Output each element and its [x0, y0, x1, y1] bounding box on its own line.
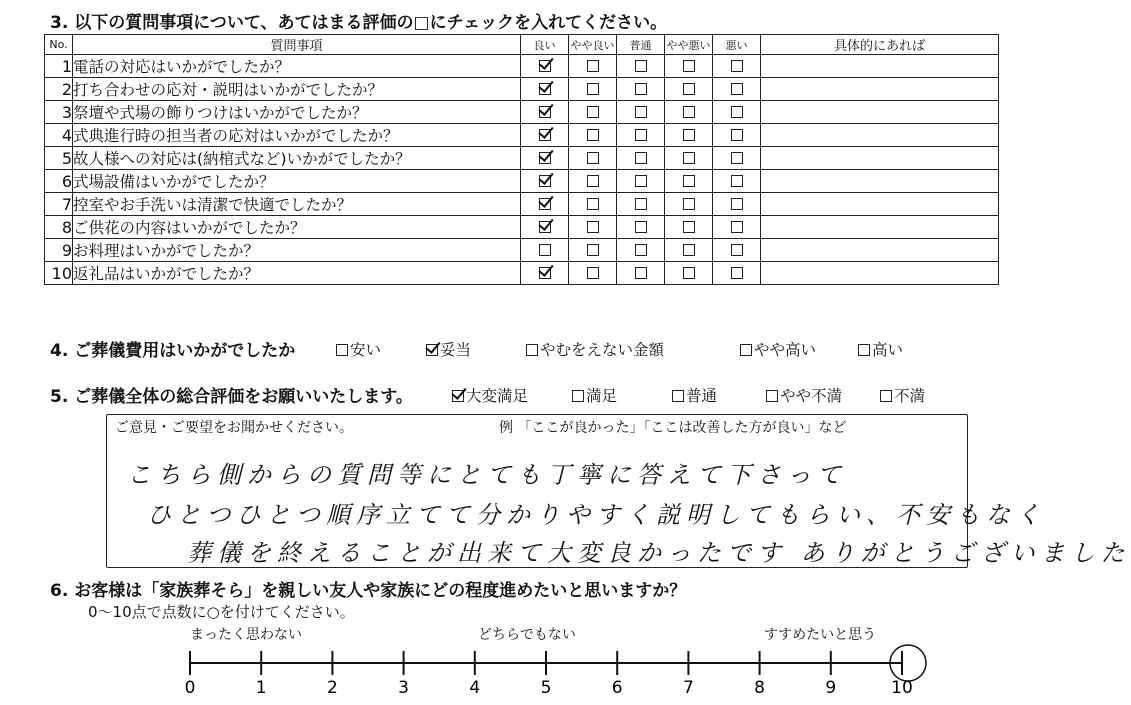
- question-number: 7: [45, 193, 73, 216]
- handwritten-line: 葬儀を終えることが出来て大変良かったです ありがとうございました: [187, 539, 1131, 567]
- section3-title: 3. 以下の質問事項について、あてはまる評価の□にチェックを入れてください。: [50, 13, 668, 33]
- rating-checkbox[interactable]: [635, 267, 647, 279]
- option-label: 満足: [586, 387, 618, 405]
- section5-title: 5. ご葬儀全体の総合評価をお願いいたします。: [50, 387, 413, 407]
- question-number: 1: [45, 55, 73, 78]
- scale-tick-label[interactable]: 2: [326, 678, 338, 698]
- rating-checkbox[interactable]: [635, 106, 647, 118]
- rating-checkbox[interactable]: [731, 244, 743, 256]
- scale-tick-label[interactable]: 3: [398, 678, 410, 698]
- option-checkbox[interactable]: [426, 344, 438, 356]
- question-number: 2: [45, 78, 73, 101]
- section4-title: 4. ご葬儀費用はいかがでしたか: [50, 341, 296, 361]
- option-label: やむをえない金額: [540, 341, 665, 359]
- recommend-scale: [0, 620, 1024, 705]
- option-label: やや高い: [754, 341, 817, 359]
- table-row: [45, 147, 999, 170]
- question-number: 8: [45, 216, 73, 239]
- question-text: ご供花の内容はいかがでしたか？: [73, 216, 521, 239]
- rating-checkbox[interactable]: [731, 221, 743, 233]
- question-text: 打ち合わせの応対・説明はいかがでしたか？: [73, 78, 521, 101]
- scale-tick-label[interactable]: 6: [611, 678, 623, 698]
- question-text: 式場設備はいかがでしたか？: [73, 170, 521, 193]
- option-checkbox[interactable]: [526, 344, 538, 356]
- question-text: 電話の対応はいかがでしたか？: [73, 55, 521, 78]
- scale-line: [0, 620, 1024, 705]
- scale-label-high: すすめたいと思う: [764, 627, 877, 643]
- section4-option[interactable]: [526, 338, 664, 360]
- option-checkbox[interactable]: [880, 390, 892, 402]
- rating-checkbox[interactable]: [635, 221, 647, 233]
- question-number: 6: [45, 170, 73, 193]
- question-text: 控室やお手洗いは清潔で快適でしたか？: [73, 193, 521, 216]
- rating-checkbox[interactable]: [539, 129, 551, 141]
- option-checkbox[interactable]: [672, 390, 684, 402]
- question-number: 5: [45, 147, 73, 170]
- option-checkbox[interactable]: [336, 344, 348, 356]
- section5-option[interactable]: [880, 384, 925, 406]
- rating-checkbox[interactable]: [539, 60, 551, 72]
- header-no: No.: [45, 35, 73, 55]
- rating-checkbox[interactable]: [683, 244, 695, 256]
- option-label: 普通: [686, 387, 718, 405]
- section5-option[interactable]: [766, 384, 842, 406]
- rating-checkbox[interactable]: [683, 60, 695, 72]
- scale-tick-label[interactable]: 8: [754, 678, 766, 698]
- rating-checkbox[interactable]: [539, 198, 551, 210]
- rating-checkbox[interactable]: [587, 175, 599, 187]
- table-row: [45, 55, 999, 78]
- question-text: お料理はいかがでしたか？: [73, 239, 521, 262]
- rating-checkbox[interactable]: [683, 83, 695, 95]
- rating-checkbox[interactable]: [587, 198, 599, 210]
- section4-option[interactable]: [740, 338, 816, 360]
- header-good: 良い: [521, 35, 569, 55]
- rating-checkbox[interactable]: [587, 152, 599, 164]
- rating-checkbox[interactable]: [635, 152, 647, 164]
- rating-checkbox[interactable]: [635, 60, 647, 72]
- comments-box: [106, 414, 1131, 568]
- rating-checkbox[interactable]: [539, 175, 551, 187]
- section4-option[interactable]: [858, 338, 903, 360]
- rating-checkbox[interactable]: [635, 129, 647, 141]
- question-text: 故人様への対応は(納棺式など)いかがでしたか？: [73, 147, 521, 170]
- rating-checkbox[interactable]: [731, 198, 743, 210]
- rating-checkbox[interactable]: [731, 83, 743, 95]
- option-checkbox[interactable]: [452, 390, 464, 402]
- question-number: 3: [45, 101, 73, 124]
- option-checkbox[interactable]: [572, 390, 584, 402]
- overall-options: [0, 384, 1024, 406]
- question-number: 10: [45, 262, 73, 285]
- table-row: [45, 124, 999, 147]
- rating-checkbox[interactable]: [587, 221, 599, 233]
- table-row: [45, 170, 999, 193]
- table-row: [45, 216, 999, 239]
- header-details: 具体的にあれば: [761, 35, 999, 55]
- header-average: 普通: [617, 35, 665, 55]
- rating-checkbox[interactable]: [731, 129, 743, 141]
- rating-checkbox[interactable]: [539, 267, 551, 279]
- cost-options: [0, 338, 1024, 360]
- details-cell[interactable]: [761, 101, 999, 124]
- table-row: [45, 193, 999, 216]
- section6-title: 6. お客様は「家族葬そら」を親しい友人や家族にどの程度進めたいと思いますか？: [50, 581, 687, 601]
- details-cell[interactable]: [761, 239, 999, 262]
- rating-checkbox[interactable]: [683, 129, 695, 141]
- details-cell[interactable]: [761, 147, 999, 170]
- rating-checkbox[interactable]: [587, 106, 599, 118]
- scale-tick-label[interactable]: 9: [825, 678, 837, 698]
- rating-checkbox[interactable]: [731, 267, 743, 279]
- option-checkbox[interactable]: [766, 390, 778, 402]
- header-fairly-good: やや良い: [569, 35, 617, 55]
- option-label: 不満: [894, 387, 926, 405]
- survey-table: [44, 34, 999, 285]
- option-label: やや不満: [780, 387, 843, 405]
- question-text: 式典進行時の担当者の応対はいかがでしたか？: [73, 124, 521, 147]
- option-label: 大変満足: [466, 387, 529, 405]
- rating-checkbox[interactable]: [635, 198, 647, 210]
- scale-label-low: まったく思わない: [190, 627, 302, 643]
- rating-checkbox[interactable]: [731, 106, 743, 118]
- question-text: 祭壇や式場の飾りつけはいかがでしたか？: [73, 101, 521, 124]
- header-question: 質問事項: [73, 35, 521, 55]
- rating-checkbox[interactable]: [539, 83, 551, 95]
- rating-checkbox[interactable]: [635, 175, 647, 187]
- details-cell[interactable]: [761, 262, 999, 285]
- table-row: [45, 262, 999, 285]
- scale-tick-label[interactable]: 4: [469, 678, 481, 698]
- handwritten-line: こちら側からの質問等にとても丁寧に答えて下さって: [127, 461, 847, 489]
- scale-tick-label[interactable]: 7: [682, 678, 694, 698]
- rating-checkbox[interactable]: [683, 175, 695, 187]
- table-row: [45, 78, 999, 101]
- rating-checkbox[interactable]: [683, 267, 695, 279]
- option-label: 妥当: [440, 341, 472, 359]
- rating-checkbox[interactable]: [587, 244, 599, 256]
- comments-example: 例 「ここが良かった」「ここは改善した方が良い」など: [499, 420, 847, 436]
- section4-option[interactable]: [426, 338, 471, 360]
- option-label: 安い: [350, 341, 382, 359]
- rating-checkbox[interactable]: [587, 83, 599, 95]
- rating-checkbox[interactable]: [539, 152, 551, 164]
- rating-checkbox[interactable]: [731, 152, 743, 164]
- rating-checkbox[interactable]: [587, 60, 599, 72]
- rating-checkbox[interactable]: [683, 106, 695, 118]
- table-row: [45, 101, 999, 124]
- rating-checkbox[interactable]: [635, 244, 647, 256]
- section5-option[interactable]: [672, 384, 717, 406]
- scale-tick-label[interactable]: 0: [184, 678, 196, 698]
- section5-option[interactable]: [572, 384, 617, 406]
- rating-checkbox[interactable]: [539, 106, 551, 118]
- rating-checkbox[interactable]: [587, 267, 599, 279]
- rating-checkbox[interactable]: [731, 175, 743, 187]
- rating-checkbox[interactable]: [683, 152, 695, 164]
- question-text: 返礼品はいかがでしたか？: [73, 262, 521, 285]
- header-fairly-bad: やや悪い: [665, 35, 713, 55]
- scale-label-mid: どちらでもない: [478, 627, 576, 643]
- rating-checkbox[interactable]: [731, 60, 743, 72]
- details-cell[interactable]: [761, 55, 999, 78]
- rating-checkbox[interactable]: [683, 198, 695, 210]
- rating-checkbox[interactable]: [539, 221, 551, 233]
- scale-tick-label[interactable]: 1: [255, 678, 267, 698]
- section6-subtitle: 0～10点で点数に○を付けてください。: [88, 603, 355, 621]
- details-cell[interactable]: [761, 170, 999, 193]
- details-cell[interactable]: [761, 124, 999, 147]
- header-bad: 悪い: [713, 35, 761, 55]
- details-cell[interactable]: [761, 78, 999, 101]
- comments-prompt: ご意見・ご要望をお聞かせください。: [115, 420, 353, 436]
- rating-checkbox[interactable]: [539, 244, 551, 256]
- table-row: [45, 239, 999, 262]
- question-number: 4: [45, 124, 73, 147]
- section4-option[interactable]: [336, 338, 381, 360]
- rating-checkbox[interactable]: [587, 129, 599, 141]
- scale-tick-label[interactable]: 5: [540, 678, 552, 698]
- rating-checkbox[interactable]: [683, 221, 695, 233]
- scale-tick-label[interactable]: 10: [891, 678, 913, 698]
- option-checkbox[interactable]: [740, 344, 752, 356]
- details-cell[interactable]: [761, 193, 999, 216]
- option-label: 高い: [872, 341, 904, 359]
- question-number: 9: [45, 239, 73, 262]
- handwritten-line: ひとつひとつ順序立てて分かりやすく説明してもらい、不安もなく: [147, 501, 1047, 529]
- section5-option[interactable]: [452, 384, 528, 406]
- details-cell[interactable]: [761, 216, 999, 239]
- option-checkbox[interactable]: [858, 344, 870, 356]
- rating-checkbox[interactable]: [635, 83, 647, 95]
